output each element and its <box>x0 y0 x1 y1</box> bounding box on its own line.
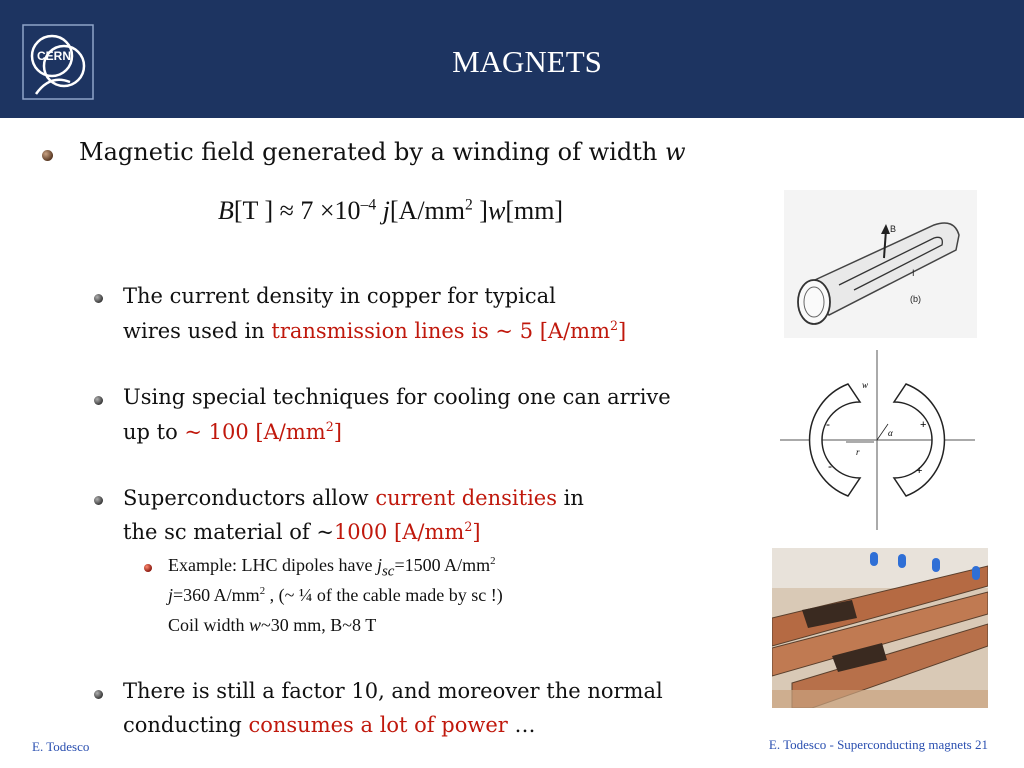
svg-text:B: B <box>890 224 897 234</box>
bullet-3-line-2: the sc material of ~1000 $[A/mm^2]$ <box>123 519 481 544</box>
main-bullet-text: Magnetic field generated by a winding of width w <box>79 138 686 166</box>
bullet-icon <box>94 396 103 405</box>
svg-text:-: - <box>828 459 832 473</box>
sub-bullet-line-3: Coil width w~30 mm, B~8 T <box>168 615 377 635</box>
footer-author: E. Todesco <box>32 739 90 754</box>
sub-bullet-icon <box>144 564 152 572</box>
coil-cross-section-diagram <box>780 350 975 530</box>
sub-bullet-line-1: Example: LHC dipoles have $j_{sc}=1500$ $A/mm^2$ <box>168 555 496 580</box>
bullet-4-line-2: conducting consumes a lot of power … <box>123 713 536 737</box>
bullet-2-line-1: Using special techniques for cooling one can arrive <box>123 385 671 409</box>
slide-header <box>0 0 1024 118</box>
svg-text:w: w <box>862 380 869 390</box>
svg-text:+: + <box>916 465 923 477</box>
slide-title: MAGNETS <box>452 44 602 79</box>
bullet-3-line-1: Superconductors allow current densities in <box>123 486 584 510</box>
svg-text:+: + <box>920 419 927 431</box>
field-formula: B[T ] ≈ $7 \times 10^{-4}$ $j[A/mm^2$ ]w[mm] <box>218 196 564 225</box>
bullet-icon <box>94 690 103 699</box>
svg-text:CERN: CERN <box>37 49 72 63</box>
lhc-dipole-photo <box>772 548 988 708</box>
svg-text:-: - <box>826 417 830 431</box>
bullet-4-line-1: There is still a factor 10, and moreover the normal <box>123 679 663 703</box>
svg-text:r: r <box>856 447 860 457</box>
bullet-1-line-1: The current density in copper for typical <box>123 284 556 308</box>
magnet-winding-sketch <box>784 190 977 338</box>
svg-text:α: α <box>888 428 893 438</box>
svg-text:(b): (b) <box>910 294 921 304</box>
bullet-2-line-2: up to ~ 100 $[A/mm^2]$ <box>123 419 342 444</box>
bullet-1-line-2: wires used in transmission lines is ~ 5 $[A/mm^2]$ <box>123 318 627 343</box>
bullet-icon <box>94 294 103 303</box>
sub-bullet-line-2: j=360 $A/mm^2$ , (~ ¼ of the cable made by sc !) <box>168 585 503 605</box>
footer-page-info: E. Todesco - Superconducting magnets 21 <box>768 737 988 752</box>
bullet-icon <box>42 150 53 161</box>
bullet-icon <box>94 496 103 505</box>
svg-text:I: I <box>912 268 915 278</box>
